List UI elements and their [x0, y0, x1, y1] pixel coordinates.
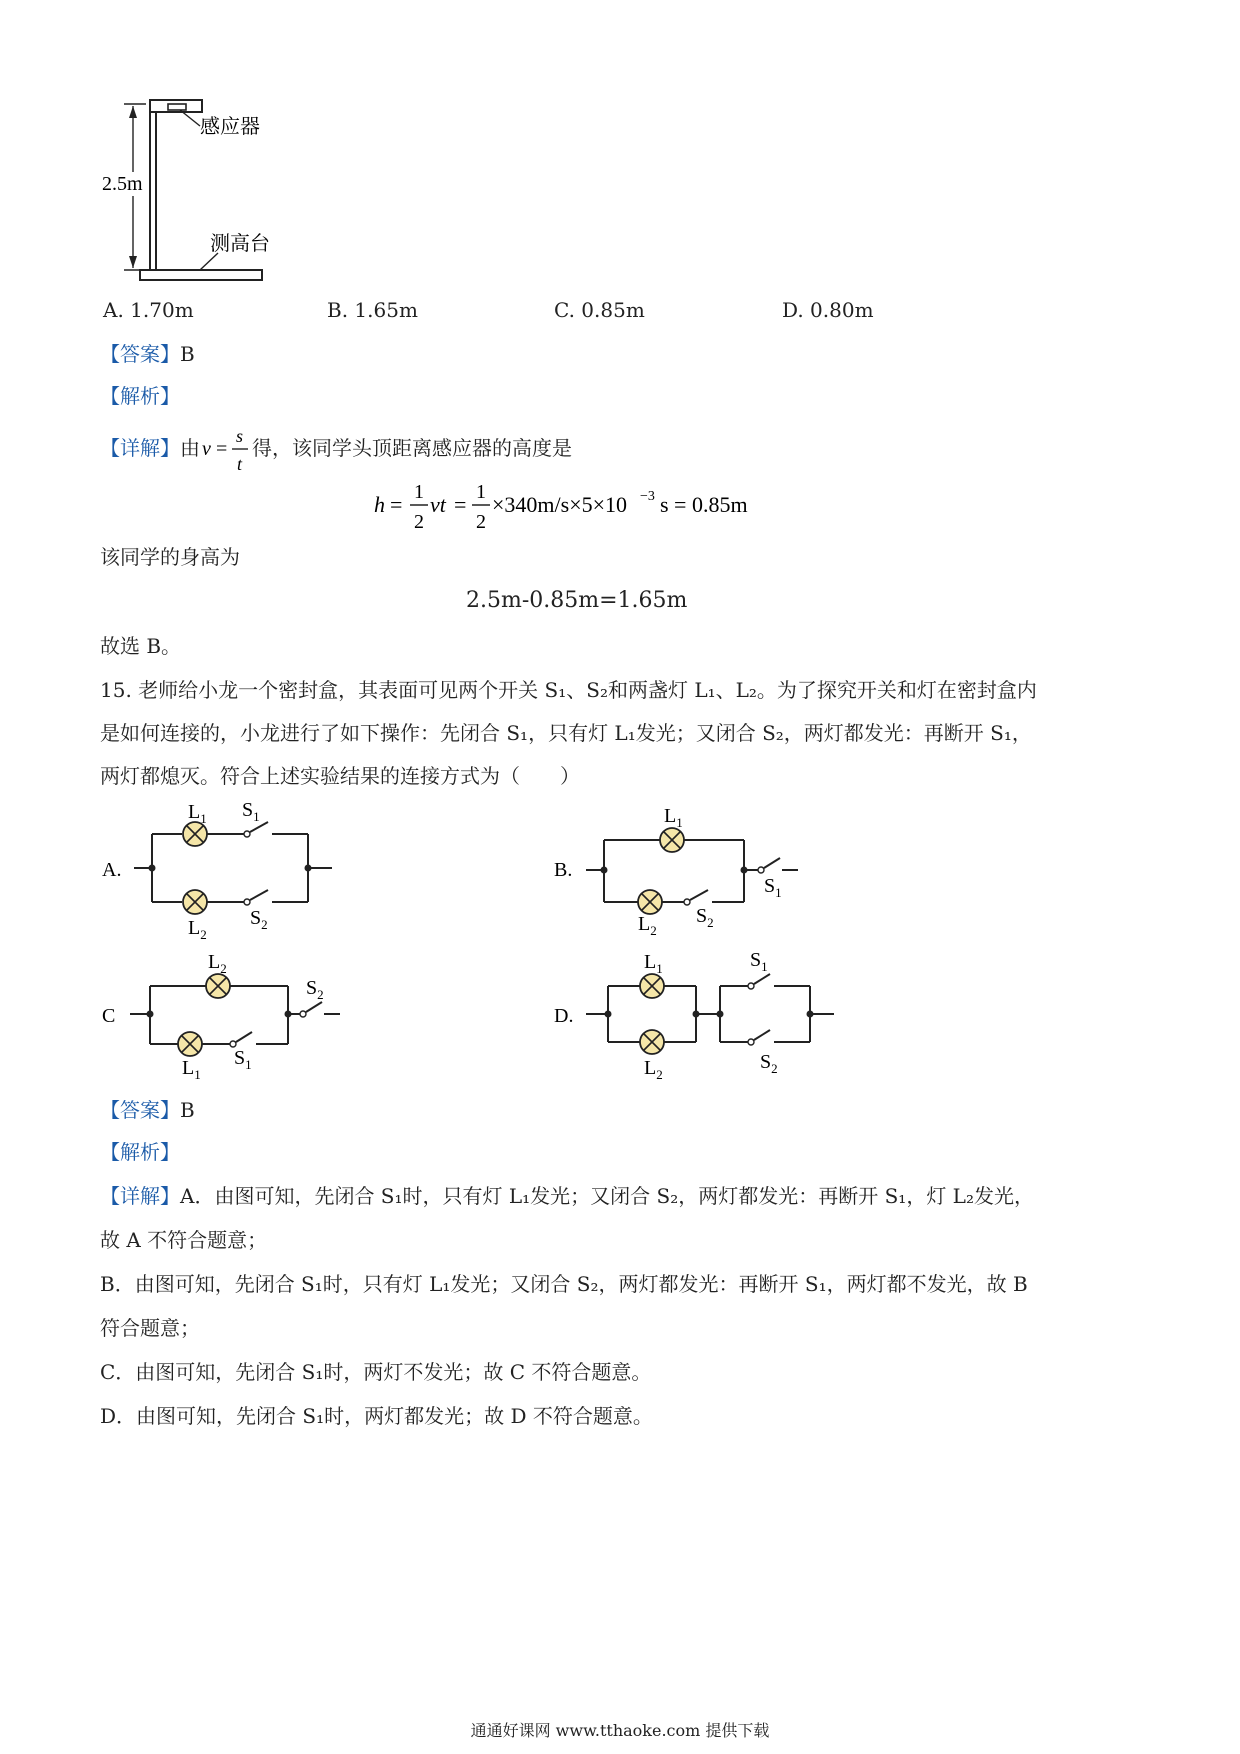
svg-text:S1: $S_1$: [234, 1047, 252, 1072]
svg-text:1: 1: [476, 481, 486, 503]
svg-text:L1: $L_1$: [188, 801, 207, 826]
lamp-l1-icon: [178, 1032, 202, 1056]
q14-analysis-tag: 【解析】: [100, 384, 180, 408]
svg-text:s = 0.85m: s = 0.85m: [660, 492, 748, 517]
svg-text:=: =: [390, 492, 403, 517]
q14-detail: [100, 436, 200, 460]
svg-text:L2: $L_2$: [208, 951, 227, 976]
detail-tag: 【详解】: [100, 436, 180, 460]
svg-text:×340m/s×5×10: ×340m/s×5×10: [492, 492, 628, 517]
switch-s1-icon: [236, 1032, 252, 1042]
switch-s1-icon: [754, 974, 770, 984]
q15-detail-c: C．由图可知，先闭合 S₁时，两灯不发光；故 C 不符合题意。: [100, 1360, 652, 1384]
svg-text:S2: $S_2$: [760, 1051, 778, 1076]
svg-text:s: s: [236, 426, 244, 446]
detail-pre: 由: [180, 436, 200, 460]
switch-s2-icon: [306, 1002, 322, 1012]
switch-s2-icon: [690, 890, 708, 900]
height-measure-figure: [100, 90, 340, 320]
option-a: A. 1.70m: [103, 298, 194, 322]
detail-post: 得，该同学头顶距离感应器的高度是: [252, 436, 572, 460]
q15-detail-d: D．由图可知，先闭合 S₁时，两灯都发光；故 D 不符合题意。: [100, 1404, 653, 1428]
svg-text:S2: $S_2$: [306, 977, 324, 1002]
svg-text:2: 2: [414, 511, 424, 533]
platform-label: 测高台: [210, 233, 270, 255]
lamp-l2-icon: [183, 890, 207, 914]
circuit-a: [100, 798, 360, 948]
q15-line-1: 15. 老师给小龙一个密封盒，其表面可见两个开关 S₁、S₂和两盏灯 L₁、L₂。为了探究开关和灯在密封盒内: [100, 678, 1037, 702]
option-d: D. 0.80m: [782, 298, 874, 322]
lamp-l2-icon: [638, 890, 662, 914]
svg-text:L1: $L_1$: [664, 805, 683, 830]
circuit-d: [552, 942, 852, 1092]
q15-detail-b2: 符合题意；: [100, 1316, 200, 1340]
page-footer: 通通好课网 www.tthaoke.com 提供下载: [470, 1721, 770, 1740]
svg-text:−3: −3: [640, 489, 655, 504]
height-equation: [372, 476, 772, 540]
lamp-l2-icon: [640, 1030, 664, 1054]
option-c-label: C: [102, 1005, 116, 1027]
q15-detail-a2: 故 A 不符合题意；: [100, 1228, 268, 1252]
sensor-label: 感应器: [200, 116, 260, 138]
detail-tag: 【详解】: [100, 1184, 180, 1208]
answer-tag: 【答案】: [100, 1098, 180, 1122]
v-formula: [200, 420, 260, 476]
q15-line-3: 两灯都熄灭。符合上述实验结果的连接方式为（ ）: [100, 764, 580, 788]
option-c: C. 0.85m: [554, 298, 645, 322]
circuit-c: [100, 942, 360, 1092]
svg-text:v: v: [202, 438, 211, 460]
platform: [140, 270, 262, 280]
svg-text:L2: $L_2$: [188, 917, 207, 942]
option-d-label: D.: [554, 1005, 574, 1027]
svg-text:vt: vt: [430, 492, 446, 517]
circuit-b: [552, 798, 812, 948]
switch-s2-icon: [250, 890, 268, 900]
svg-text:=: =: [216, 438, 228, 460]
svg-text:t: t: [237, 454, 243, 474]
lamp-l2-icon: [206, 974, 230, 998]
q15-line-2: 是如何连接的，小龙进行了如下操作：先闭合 S₁，只有灯 L₁发光；又闭合 S₂，两灯都发光：再断开 S₁，: [100, 721, 1032, 745]
lamp-l1-icon: [660, 828, 684, 852]
q15-detail-a1: 【详解】A．由图可知，先闭合 S₁时，只有灯 L₁发光；又闭合 S₂，两灯都发光：再断开 S₁，灯 L₂发光，: [100, 1184, 1034, 1208]
q15-analysis-tag: 【解析】: [100, 1140, 180, 1164]
height-calc: 2.5m-0.85m=1.65m: [466, 588, 688, 613]
svg-text:S2: $S_2$: [250, 907, 268, 932]
sensor: [168, 104, 186, 110]
answer-tag: 【答案】: [100, 342, 180, 366]
svg-text:1: 1: [414, 481, 424, 503]
svg-text:S1: $S_1$: [764, 875, 782, 900]
svg-text:L1: $L_1$: [644, 951, 663, 976]
q14-answer: [100, 342, 195, 366]
svg-text:S2: $S_2$: [696, 905, 714, 930]
svg-text:L1: $L_1$: [182, 1057, 201, 1082]
svg-text:S1: $S_1$: [750, 949, 768, 974]
q15-answer: [100, 1098, 195, 1122]
svg-text:L2: $L_2$: [644, 1057, 663, 1082]
option-b: B. 1.65m: [327, 298, 418, 322]
lamp-l1-icon: [640, 974, 664, 998]
option-a-label: A.: [102, 859, 122, 881]
answer-value: B: [180, 1098, 195, 1122]
switch-s2-icon: [754, 1030, 770, 1040]
height-label: 2.5m: [102, 173, 143, 195]
option-b-label: B.: [554, 859, 573, 881]
svg-text:2: 2: [476, 511, 486, 533]
svg-text:L2: $L_2$: [638, 913, 657, 938]
svg-text:S1: $S_1$: [242, 799, 260, 824]
height-text: 该同学的身高为: [100, 545, 240, 569]
switch-s1-icon: [764, 858, 780, 868]
svg-text:=: =: [454, 492, 467, 517]
q14-conclusion: 故选 B。: [100, 634, 182, 658]
svg-text:h: h: [374, 492, 385, 517]
answer-value: B: [180, 342, 195, 366]
q15-detail-b1: B．由图可知，先闭合 S₁时，只有灯 L₁发光；又闭合 S₂，两灯都发光：再断开 S₁，两灯都不发光，故 B: [100, 1272, 1028, 1296]
